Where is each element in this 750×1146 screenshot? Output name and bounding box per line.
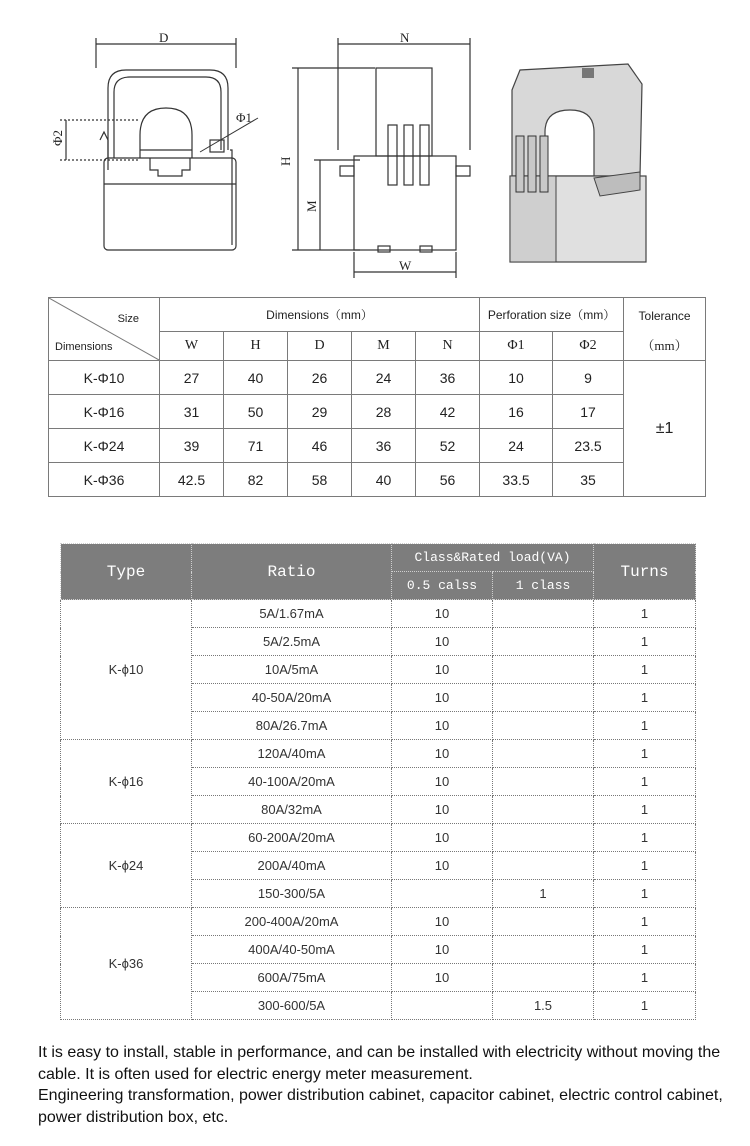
label-phi1: Φ1 — [236, 110, 253, 125]
turns-cell: 1 — [594, 740, 696, 768]
class05-cell: 10 — [392, 684, 493, 712]
col-header-h: H — [224, 332, 288, 361]
class05-cell: 10 — [392, 964, 493, 992]
value-cell: 42 — [416, 395, 480, 429]
ratio-cell: 80A/26.7mA — [192, 712, 392, 740]
turns-cell: 1 — [594, 712, 696, 740]
class1-cell — [493, 824, 594, 852]
value-cell: 29 — [288, 395, 352, 429]
table-row — [61, 824, 696, 852]
value-cell: 36 — [352, 429, 416, 463]
model-cell: K-Φ16 — [49, 395, 160, 429]
description-paragraph: Engineering transformation, power distribution cabinet, capacitor cabinet, electric control cabinet, power distribution box, etc. — [38, 1087, 723, 1126]
value-cell: 16 — [480, 395, 553, 429]
ratio-table — [60, 543, 696, 1020]
turns-cell: 1 — [594, 908, 696, 936]
value-cell: 50 — [224, 395, 288, 429]
class1-cell — [493, 712, 594, 740]
value-cell: 28 — [352, 395, 416, 429]
value-cell: 17 — [553, 395, 624, 429]
dimension-table — [48, 297, 706, 497]
class05-cell: 10 — [392, 628, 493, 656]
class1-cell — [493, 964, 594, 992]
ratio-cell: 300-600/5A — [192, 992, 392, 1020]
turns-cell: 1 — [594, 684, 696, 712]
value-cell: 46 — [288, 429, 352, 463]
value-cell: 9 — [553, 361, 624, 395]
class05-cell: 10 — [392, 936, 493, 964]
turns-cell: 1 — [594, 880, 696, 908]
turns-cell: 1 — [594, 656, 696, 684]
value-cell: 27 — [160, 361, 224, 395]
col-header-phi1: Φ1 — [480, 332, 553, 361]
type-cell: K-ϕ24 — [61, 824, 192, 908]
ratio-cell: 200A/40mA — [192, 852, 392, 880]
type-cell: K-ϕ16 — [61, 740, 192, 824]
front-view-drawing — [60, 38, 258, 250]
header-ratio: Ratio — [192, 544, 392, 600]
tolerance-header — [624, 298, 706, 361]
turns-cell: 1 — [594, 936, 696, 964]
corner-header-cell — [49, 298, 160, 361]
class1-cell — [493, 852, 594, 880]
turns-cell: 1 — [594, 992, 696, 1020]
value-cell: 10 — [480, 361, 553, 395]
ratio-cell: 200-400A/20mA — [192, 908, 392, 936]
ratio-cell: 120A/40mA — [192, 740, 392, 768]
class05-cell: 10 — [392, 908, 493, 936]
class1-cell — [493, 796, 594, 824]
type-cell: K-ϕ10 — [61, 600, 192, 740]
product-description — [38, 1042, 728, 1128]
value-cell: 42.5 — [160, 463, 224, 497]
class05-cell — [392, 880, 493, 908]
value-cell: 58 — [288, 463, 352, 497]
col-header-w: W — [160, 332, 224, 361]
class05-cell — [392, 992, 493, 1020]
header-class: Class&Rated load(VA) — [392, 544, 594, 572]
class05-cell: 10 — [392, 768, 493, 796]
value-cell: 71 — [224, 429, 288, 463]
class1-cell — [493, 740, 594, 768]
ratio-cell: 40-100A/20mA — [192, 768, 392, 796]
table-row — [61, 908, 696, 936]
class1-cell: 1.5 — [493, 992, 594, 1020]
ratio-cell: 5A/2.5mA — [192, 628, 392, 656]
class1-cell: 1 — [493, 880, 594, 908]
tolerance-unit: （mm） — [641, 337, 688, 353]
label-m: M — [304, 200, 319, 212]
label-d: D — [159, 30, 169, 45]
ratio-cell: 5A/1.67mA — [192, 600, 392, 628]
value-cell: 36 — [416, 361, 480, 395]
turns-cell: 1 — [594, 852, 696, 880]
header-type: Type — [61, 544, 192, 600]
class1-cell — [493, 936, 594, 964]
class05-cell: 10 — [392, 852, 493, 880]
class1-cell — [493, 628, 594, 656]
corner-dimensions-label: Dimensions — [55, 341, 113, 353]
class1-cell — [493, 768, 594, 796]
turns-cell: 1 — [594, 768, 696, 796]
ratio-cell: 80A/32mA — [192, 796, 392, 824]
ratio-cell: 60-200A/20mA — [192, 824, 392, 852]
value-cell: 23.5 — [553, 429, 624, 463]
turns-cell: 1 — [594, 964, 696, 992]
model-cell: K-Φ36 — [49, 463, 160, 497]
class05-cell: 10 — [392, 796, 493, 824]
ratio-cell: 150-300/5A — [192, 880, 392, 908]
dimensions-group-header: Dimensions（mm） — [160, 298, 480, 332]
technical-drawings — [0, 0, 750, 292]
class05-cell: 10 — [392, 600, 493, 628]
value-cell: 35 — [553, 463, 624, 497]
col-header-m: M — [352, 332, 416, 361]
class05-cell: 10 — [392, 712, 493, 740]
class05-cell: 10 — [392, 740, 493, 768]
col-header-d: D — [288, 332, 352, 361]
label-h: H — [278, 156, 293, 166]
value-cell: 40 — [352, 463, 416, 497]
ratio-cell: 10A/5mA — [192, 656, 392, 684]
turns-cell: 1 — [594, 628, 696, 656]
turns-cell: 1 — [594, 600, 696, 628]
col-header-phi2: Φ2 — [553, 332, 624, 361]
type-cell: K-ϕ36 — [61, 908, 192, 1020]
perforation-group-header: Perforation size（mm） — [480, 298, 624, 332]
header-class-05: 0.5 calss — [392, 572, 493, 600]
value-cell: 52 — [416, 429, 480, 463]
value-cell: 39 — [160, 429, 224, 463]
label-phi2: Φ2 — [50, 129, 65, 146]
value-cell: 24 — [480, 429, 553, 463]
label-n: N — [400, 30, 410, 45]
table-row — [49, 429, 706, 463]
value-cell: 56 — [416, 463, 480, 497]
class05-cell: 10 — [392, 656, 493, 684]
class1-cell — [493, 656, 594, 684]
product-photo — [510, 64, 646, 262]
turns-cell: 1 — [594, 796, 696, 824]
header-class-1: 1 class — [493, 572, 594, 600]
class05-cell: 10 — [392, 824, 493, 852]
value-cell: 24 — [352, 361, 416, 395]
corner-size-label: Size — [117, 313, 139, 325]
side-view-drawing — [292, 38, 470, 278]
description-paragraph: It is easy to install, stable in performance, and can be installed with electricity without moving the cable. It is often used for electric energy meter measurement. — [38, 1044, 721, 1083]
model-cell: K-Φ24 — [49, 429, 160, 463]
table-row — [49, 463, 706, 497]
table-row — [49, 361, 706, 395]
class1-cell — [493, 908, 594, 936]
value-cell: 31 — [160, 395, 224, 429]
col-header-n: N — [416, 332, 480, 361]
ratio-cell: 600A/75mA — [192, 964, 392, 992]
value-cell: 33.5 — [480, 463, 553, 497]
value-cell: 82 — [224, 463, 288, 497]
header-turns: Turns — [594, 544, 696, 600]
model-cell: K-Φ10 — [49, 361, 160, 395]
value-cell: 40 — [224, 361, 288, 395]
tolerance-value: ±1 — [624, 361, 706, 497]
class1-cell — [493, 600, 594, 628]
table-row — [49, 395, 706, 429]
turns-cell: 1 — [594, 824, 696, 852]
class1-cell — [493, 684, 594, 712]
table-row — [61, 740, 696, 768]
label-w: W — [399, 258, 412, 273]
tolerance-label: Tolerance — [638, 308, 691, 323]
ratio-cell: 400A/40-50mA — [192, 936, 392, 964]
table-row — [61, 600, 696, 628]
value-cell: 26 — [288, 361, 352, 395]
ratio-cell: 40-50A/20mA — [192, 684, 392, 712]
